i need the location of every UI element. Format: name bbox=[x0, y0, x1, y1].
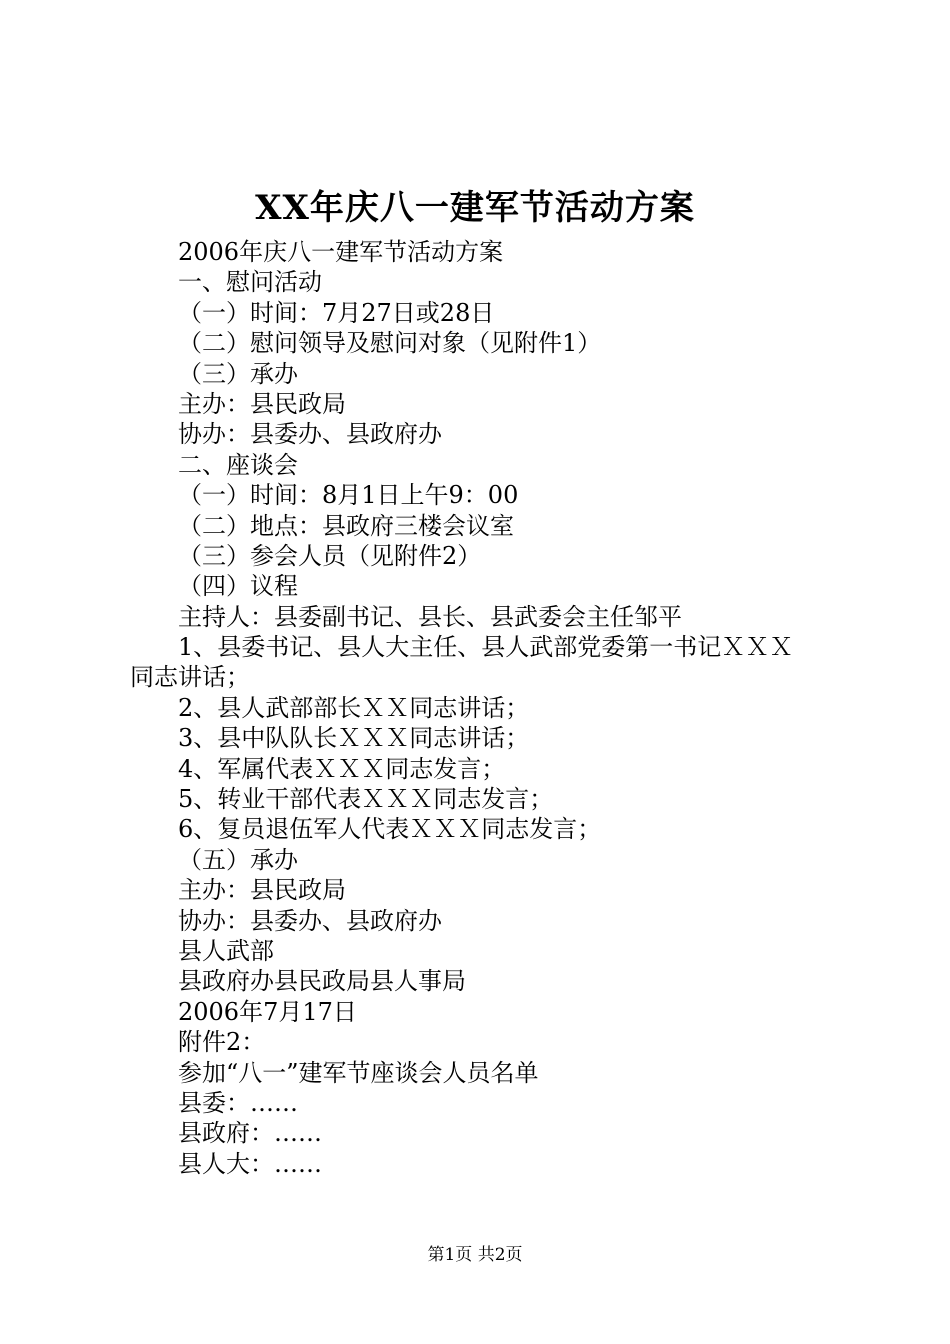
body-line: （一）时间：8月1日上午9：00 bbox=[178, 481, 519, 510]
signature-line: 县人武部 bbox=[178, 936, 274, 965]
document-title: XX年庆八一建军节活动方案 bbox=[255, 188, 695, 228]
document-body bbox=[130, 237, 830, 1179]
body-line: （一）时间：7月27日或28日 bbox=[178, 298, 495, 327]
attendee-line: 县政府：…… bbox=[178, 1119, 322, 1148]
body-line: （三）承办 bbox=[178, 359, 298, 388]
body-line: 协办：县委办、县政府办 bbox=[178, 906, 442, 935]
body-line: 协办：县委办、县政府办 bbox=[178, 420, 442, 449]
body-line: （五）承办 bbox=[178, 845, 298, 874]
attendee-line: 县人大：…… bbox=[178, 1149, 322, 1178]
attendee-line: 县委：…… bbox=[178, 1088, 298, 1117]
body-line: 主办：县民政局 bbox=[178, 876, 346, 905]
agenda-item: 4、军属代表ＸＸＸ同志发言； bbox=[178, 754, 506, 783]
agenda-item: 6、复员退伍军人代表ＸＸＸ同志发言； bbox=[178, 815, 602, 844]
agenda-item: 2、县人武部部长ＸＸ同志讲话； bbox=[178, 693, 530, 722]
section-heading: 二、座谈会 bbox=[178, 450, 298, 479]
date-line: 2006年7月17日 bbox=[178, 997, 357, 1026]
agenda-item-1-continuation: 同志讲话； bbox=[130, 663, 250, 692]
agenda-item: 3、县中队队长ＸＸＸ同志讲话； bbox=[178, 724, 530, 753]
body-line: 主持人：县委副书记、县长、县武委会主任邹平 bbox=[178, 602, 682, 631]
body-line: （二）慰问领导及慰问对象（见附件1） bbox=[178, 329, 602, 358]
body-line: （二）地点：县政府三楼会议室 bbox=[178, 511, 514, 540]
agenda-item-1-line: 1、县委书记、县人大主任、县人武部党委第一书记ＸＸＸ bbox=[178, 633, 794, 662]
attachment-title: 参加“八一”建军节座谈会人员名单 bbox=[178, 1058, 539, 1087]
body-line: （三）参会人员（见附件2） bbox=[178, 541, 482, 570]
signature-line: 县政府办县民政局县人事局 bbox=[178, 967, 466, 996]
body-line: 2006年庆八一建军节活动方案 bbox=[178, 238, 504, 266]
page-footer: 第1页 共2页 bbox=[427, 1245, 523, 1265]
body-line: （四）议程 bbox=[178, 572, 298, 601]
section-heading: 一、慰问活动 bbox=[178, 268, 322, 297]
body-line: 主办：县民政局 bbox=[178, 389, 346, 418]
agenda-item: 5、转业干部代表ＸＸＸ同志发言； bbox=[178, 785, 554, 814]
attachment-label: 附件2： bbox=[178, 1028, 266, 1057]
